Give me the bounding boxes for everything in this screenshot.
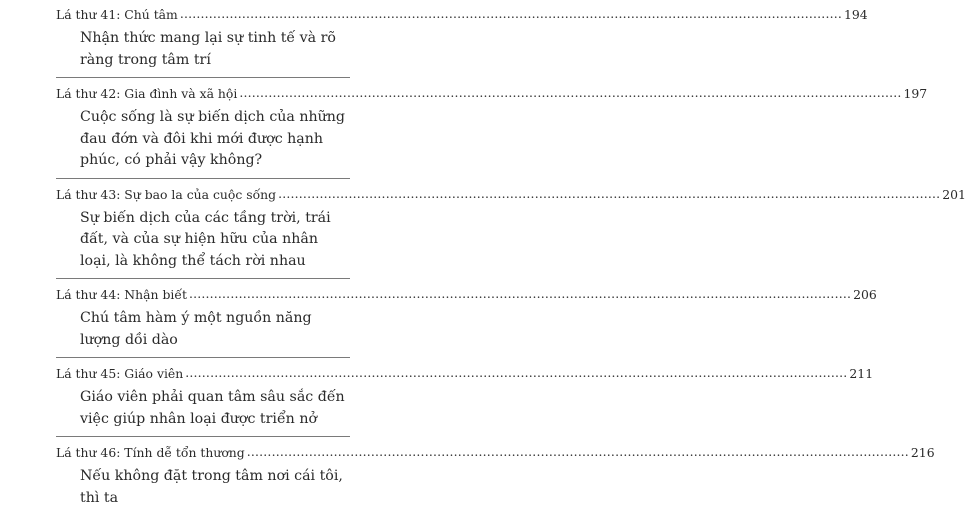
toc-page-number: 216 <box>910 445 935 460</box>
toc-entry <box>56 444 935 509</box>
divider <box>56 278 350 279</box>
toc-entry <box>56 365 874 437</box>
divider <box>56 178 350 179</box>
toc-entry-header[interactable] <box>56 286 877 304</box>
toc-entry <box>56 6 868 78</box>
toc-entry-title: Lá thư 42: Gia đình và xã hội <box>56 86 238 101</box>
toc-entry-description: Nếu không đặt trong tâm nơi cái tôi, thì ta <box>80 468 343 506</box>
toc-entry <box>56 186 966 280</box>
toc-entry <box>56 85 928 179</box>
toc-entry <box>56 286 877 358</box>
divider <box>56 436 350 437</box>
toc-entry-header[interactable] <box>56 186 966 204</box>
toc-entry-header[interactable] <box>56 444 935 462</box>
toc-entry-description: Nhận thức mang lại sự tinh tế và rõ ràng trong tâm trí <box>80 30 336 68</box>
toc-entry-title: Lá thư 44: Nhận biết <box>56 287 187 302</box>
dot-leader <box>189 285 851 303</box>
toc-entry-header[interactable] <box>56 6 868 24</box>
toc-entry-description: Sự biến dịch của các tầng trời, trái đất, và của sự hiện hữu của nhân loại, là không thể tách rời nhau <box>80 209 331 269</box>
divider <box>56 77 350 78</box>
toc-entry-description: Cuộc sống là sự biến dịch của những đau đớn và đôi khi mới được hạnh phúc, có phải vậy không? <box>80 109 346 168</box>
toc-page-number: 197 <box>903 86 928 101</box>
dot-leader <box>278 185 940 203</box>
dot-leader <box>185 364 847 382</box>
toc-entry-title: Lá thư 45: Giáo viên <box>56 366 184 381</box>
toc-entry-title: Lá thư 41: Chú tâm <box>56 7 178 22</box>
toc-page-number: 201 <box>942 186 966 202</box>
toc-page-number: 206 <box>853 287 877 302</box>
divider <box>56 357 350 358</box>
toc-page-number: 211 <box>849 366 874 381</box>
toc-entry-description: Giáo viên phải quan tâm sâu sắc đến việc giúp nhân loại được triển nở <box>80 389 345 427</box>
toc-page-number: 194 <box>844 7 868 22</box>
dot-leader <box>180 5 842 23</box>
dot-leader <box>239 84 901 102</box>
dot-leader <box>247 443 909 461</box>
toc-entry-header[interactable] <box>56 365 874 383</box>
toc-entry-title: Lá thư 46: Tính dễ tổn thương <box>56 445 245 460</box>
table-of-contents <box>56 6 966 509</box>
toc-entry-title: Lá thư 43: Sự bao la của cuộc sống <box>56 186 277 202</box>
toc-entry-header[interactable] <box>56 85 928 103</box>
toc-entry-description: Chú tâm hàm ý một nguồn năng lượng dồi dào <box>80 310 312 348</box>
